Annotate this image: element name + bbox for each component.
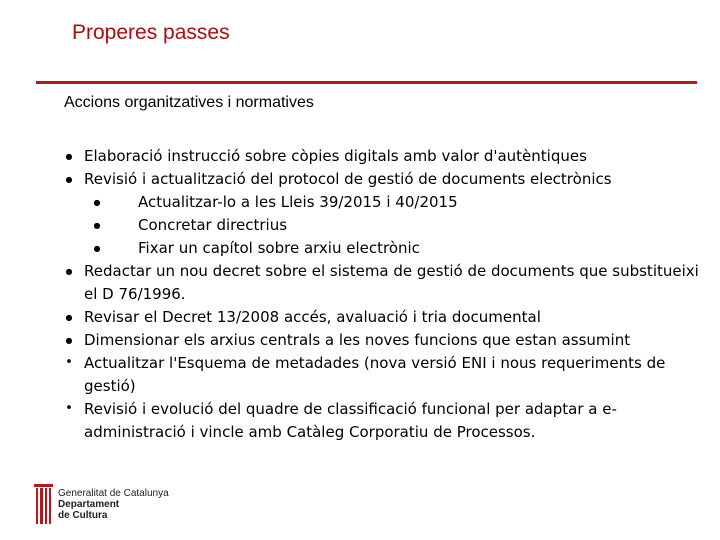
generalitat-logo [36, 488, 236, 530]
senyera-icon [36, 488, 51, 524]
bullet-list [60, 145, 710, 444]
bullet-text: Revisió i actualització del protocol de gestió de documents electrònics [84, 170, 612, 188]
bullet-dot-icon: • [65, 401, 73, 416]
bullet-dot-icon: ● [65, 175, 73, 184]
bullet-item [60, 168, 710, 191]
bullet-text: Concretar directrius [138, 216, 288, 234]
bullet-item [60, 306, 710, 329]
bullet-text: Revisió i evolució del quadre de classificació funcional per adaptar a e-administració i vincle amb Catàleg Corporatiu de Processos. [84, 400, 617, 441]
bullet-dot-icon: • [65, 355, 73, 370]
bullet-dot-icon: ● [93, 221, 101, 230]
bullet-dot-icon: ● [93, 198, 101, 207]
bullet-text: Actualitzar-lo a les Lleis 39/2015 i 40/2015 [138, 193, 458, 211]
bullet-item [60, 260, 710, 306]
bullet-text: Revisar el Decret 13/2008 accés, avaluació i tria documental [84, 308, 541, 326]
bullet-text: Redactar un nou decret sobre el sistema de gestió de documents que substitueixi el D 76/1996. [84, 262, 699, 303]
bullet-dot-icon: ● [65, 336, 73, 345]
logo-line-department: Departament [58, 499, 120, 510]
slide-title: Properes passes [72, 21, 230, 44]
bullet-text: Fixar un capítol sobre arxiu electrònic [138, 239, 420, 257]
bullet-dot-icon: ● [65, 267, 73, 276]
section-heading: Accions organitzatives i normatives [64, 94, 314, 111]
logo-text [58, 488, 169, 521]
bullet-item [60, 145, 710, 168]
sub-bullet-item [60, 214, 710, 237]
title-divider [36, 81, 697, 84]
sub-bullet-item [60, 191, 710, 214]
bullet-dot-icon: ● [65, 313, 73, 322]
logo-line-institution: Generalitat de Catalunya [58, 488, 169, 499]
bullet-item [60, 398, 710, 444]
bullet-text: Elaboració instrucció sobre còpies digitals amb valor d'autèntiques [84, 147, 587, 165]
logo-line-culture: de Cultura [58, 510, 108, 521]
bullet-text: Actualitzar l'Esquema de metadades (nova versió ENI i nous requeriments de gestió) [84, 354, 666, 395]
sub-bullet-item [60, 237, 710, 260]
bullet-item [60, 329, 710, 352]
bullet-text: Dimensionar els arxius centrals a les noves funcions que estan assumint [84, 331, 631, 349]
bullet-dot-icon: ● [93, 244, 101, 253]
bullet-item [60, 352, 710, 398]
bullet-dot-icon: ● [65, 152, 73, 161]
